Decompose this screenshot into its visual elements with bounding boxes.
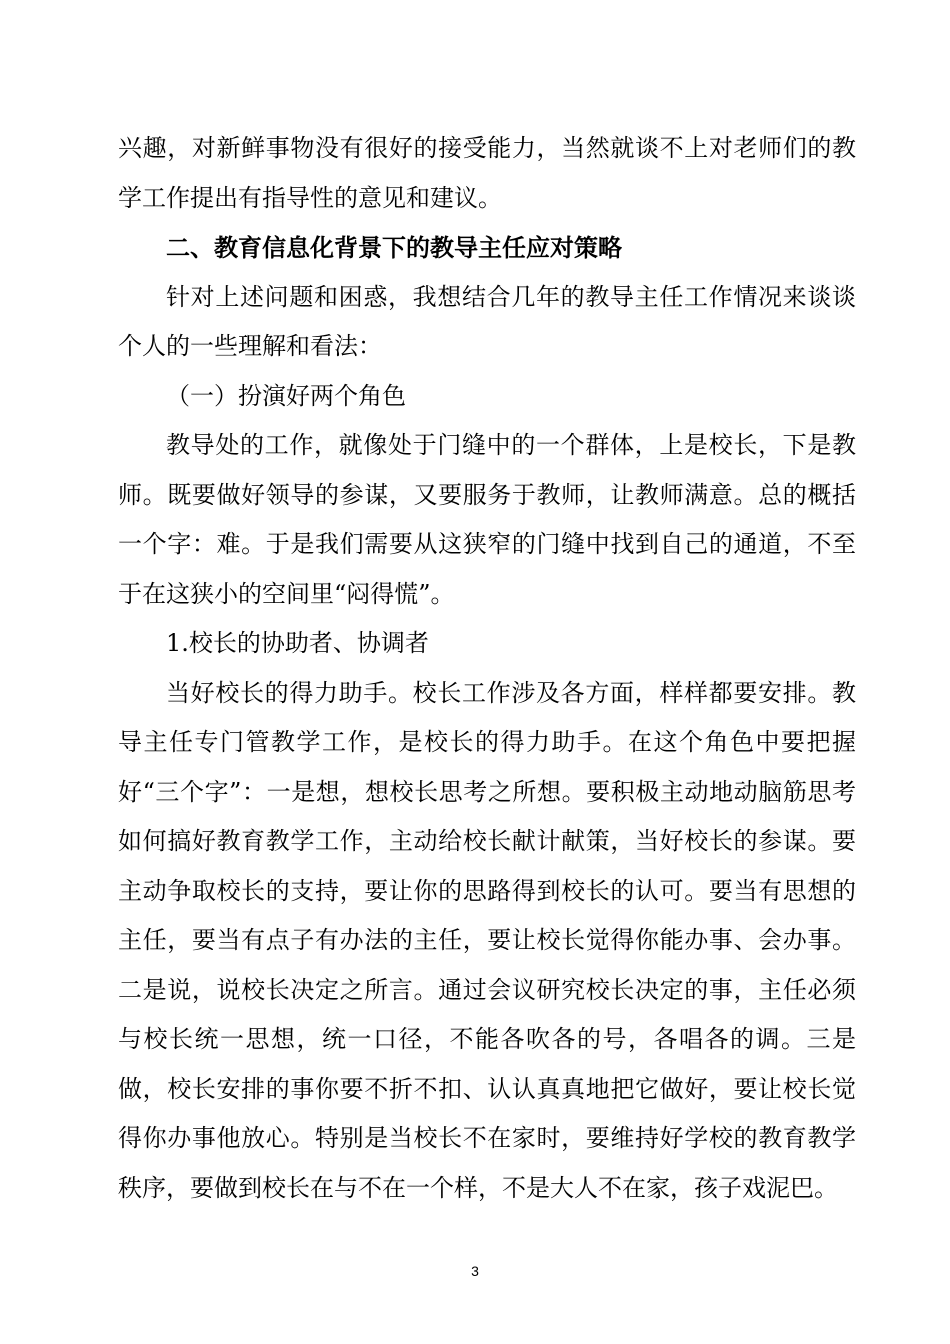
page-number: 3 (471, 1263, 479, 1279)
subsection-heading: （一）扮演好两个角色 (166, 381, 406, 410)
document-body (118, 124, 856, 1213)
paragraph-intro: 针对上述问题和困惑，我想结合几年的教导主任工作情况来谈谈个人的一些理解和看法： (118, 282, 856, 360)
section-heading: 二、教育信息化背景下的教导主任应对策略 (166, 233, 622, 262)
paragraph-role-description: 教导处的工作，就像处于门缝中的一个群体，上是校长，下是教师。既要做好领导的参谋，又要服务于教师，让教师满意。总的概括一个字：难。于是我们需要从这狭窄的门缝中找到自己的通道，不至于在这狭小的空间里“闷得慌”。 (118, 431, 856, 608)
paragraph-assistant-role: 当好校长的得力助手。校长工作涉及各方面，样样都要安排。教导主任专门管教学工作，是校长的得力助手。在这个角色中要把握好“三个字”：一是想，想校长思考之所想。要积极主动地动脑筋思考如何搞好教育教学工作，主动给校长献计献策，当好校长的参谋。要主动争取校长的支持，要让你的思路得到校长的认可。要当有思想的主任，要当有点子有办法的主任，要让校长觉得你能办事、会办事。二是说，说校长决定之所言。通过会议研究校长决定的事，主任必须与校长统一思想，统一口径，不能各吹各的号，各唱各的调。三是做，校长安排的事你要不折不扣、认认真真地把它做好，要让校长觉得你办事他放心。特别是当校长不在家时，要维持好学校的教育教学秩序，要做到校长在与不在一个样，不是大人不在家，孩子戏泥巴。 (118, 678, 856, 1202)
paragraph-continuation: 兴趣，对新鲜事物没有很好的接受能力，当然就谈不上对老师们的教学工作提出有指导性的意见和建议。 (118, 134, 856, 212)
list-item-heading: 1.校长的协助者、协调者 (166, 629, 429, 657)
